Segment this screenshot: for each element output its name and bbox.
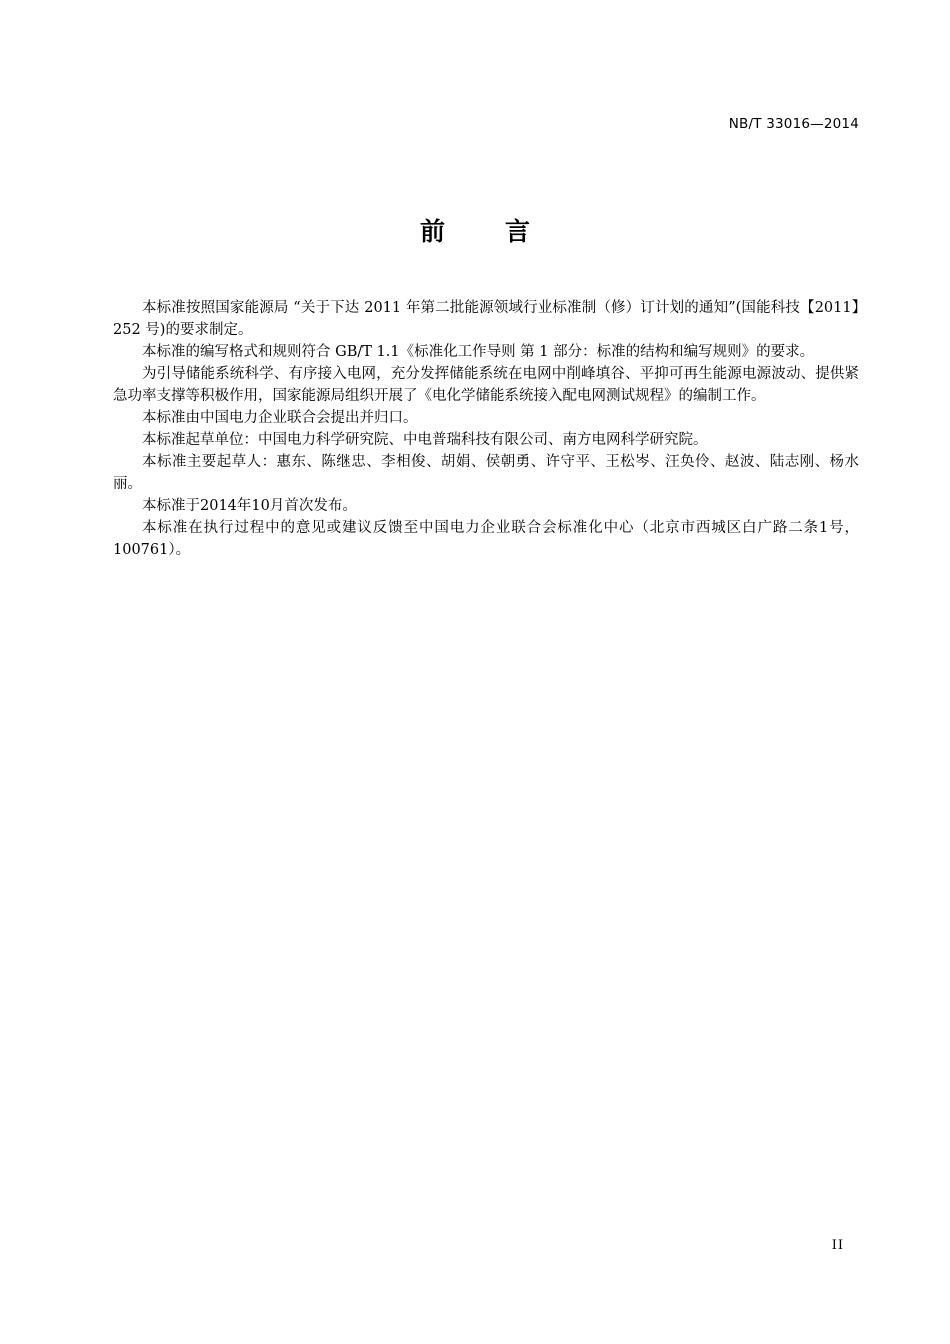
foreword-body — [113, 297, 859, 561]
paragraph-basis: 本标准按照国家能源局 “关于下达 2011 年第二批能源领域行业标准制（修）订计划的通知”(国能科技【2011】252 号)的要求制定。 — [113, 300, 859, 338]
page-number: II — [831, 1238, 844, 1253]
paragraph-release: 本标准于2014年10月首次发布。 — [142, 498, 357, 514]
title-char-1: 前 — [419, 217, 445, 246]
paragraph-drafters: 本标准主要起草人：惠东、陈继忠、李相俊、胡娟、侯朝勇、许守平、王松岑、汪奂伶、赵波、陆志刚、杨水丽。 — [113, 454, 859, 492]
paragraph-proposer: 本标准由中国电力企业联合会提出并归口。 — [142, 410, 418, 426]
title-char-2: 言 — [505, 217, 531, 246]
page-title — [0, 212, 950, 248]
paragraph-format: 本标准的编写格式和规则符合 GB/T 1.1《标准化工作导则 第 1 部分：标准的结构和编写规则》的要求。 — [142, 344, 815, 360]
document-code: NB/T 33016—2014 — [728, 116, 859, 132]
paragraph-purpose: 为引导储能系统科学、有序接入电网，充分发挥储能系统在电网中削峰填谷、平抑可再生能源电源波动、提供紧急功率支撑等积极作用，国家能源局组织开展了《电化学储能系统接入配电网测试规程》的编制工作。 — [113, 366, 859, 404]
paragraph-drafting-units: 本标准起草单位：中国电力科学研究院、中电普瑞科技有限公司、南方电网科学研究院。 — [142, 432, 708, 448]
paragraph-feedback: 本标准在执行过程中的意见或建议反馈至中国电力企业联合会标准化中心（北京市西城区白广路二条1号，100761）。 — [113, 520, 859, 558]
